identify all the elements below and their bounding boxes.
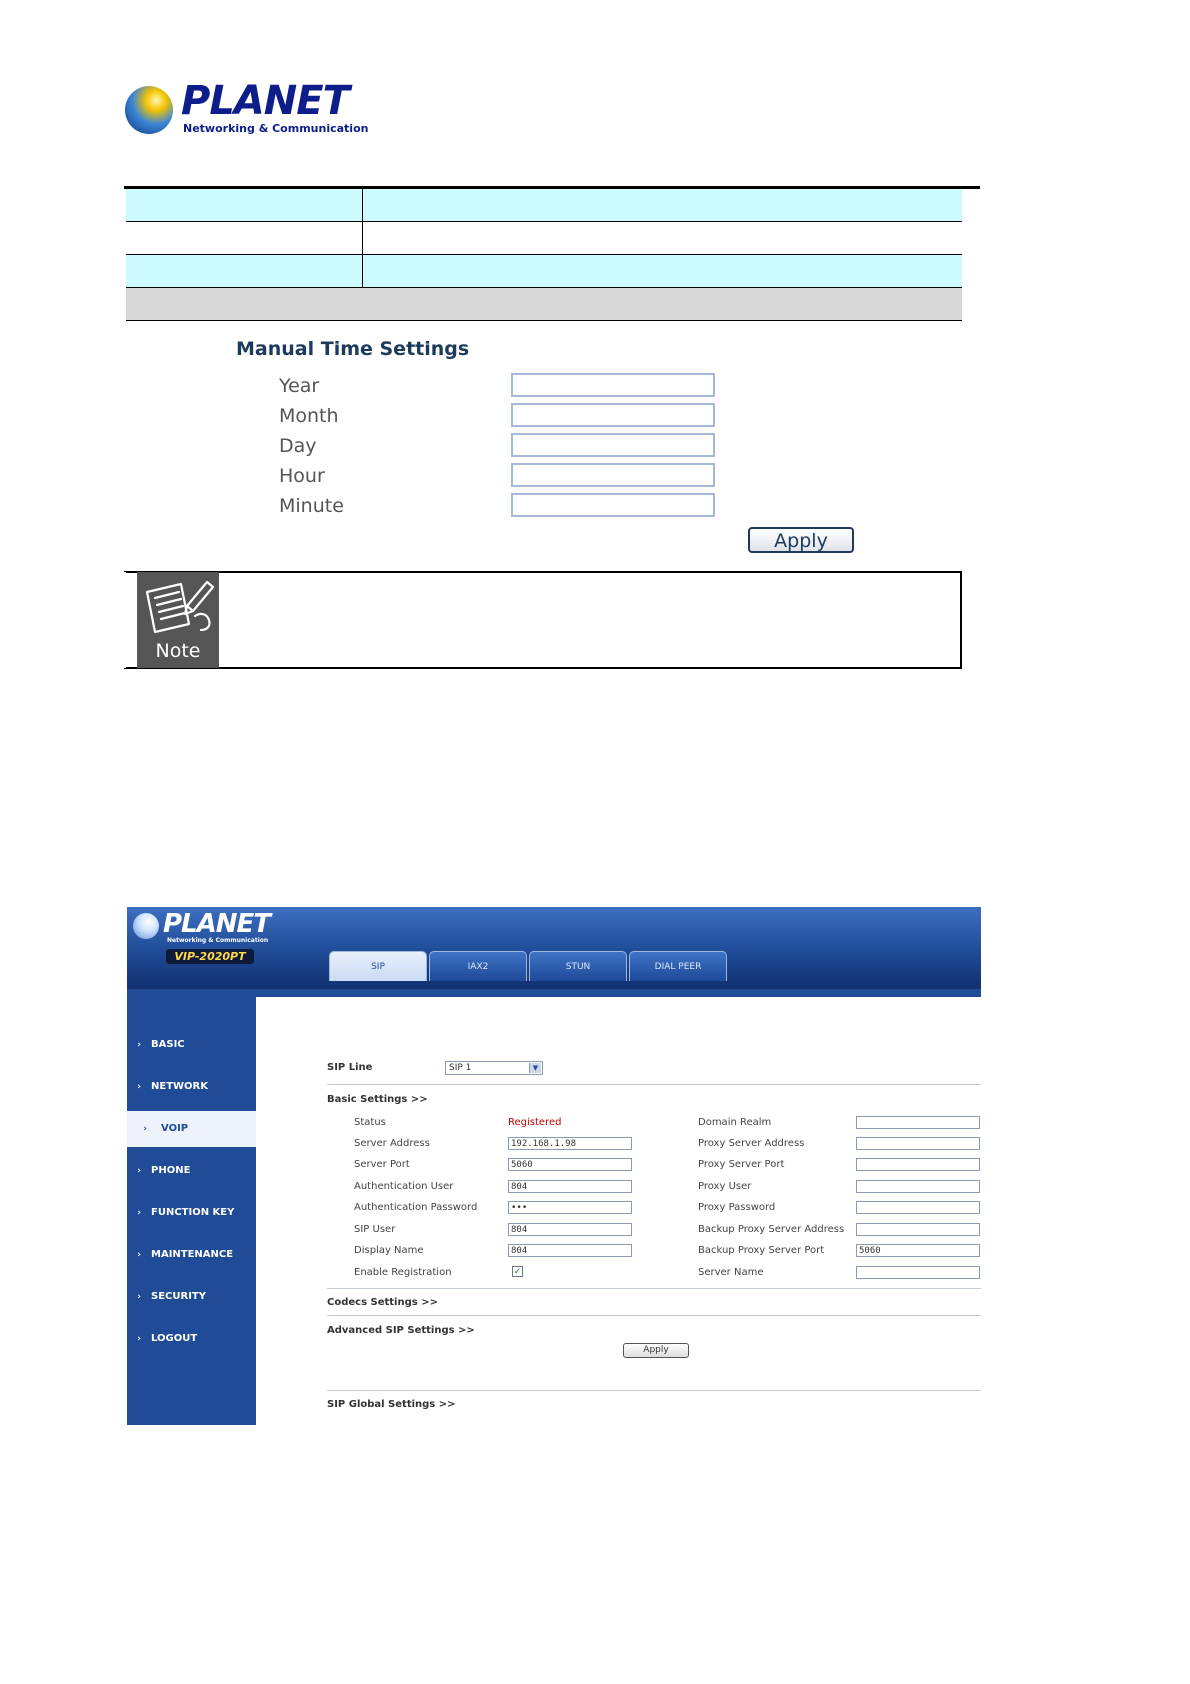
display-name-label: Display Name: [354, 1245, 424, 1256]
chevron-right-icon: ›: [137, 1208, 141, 1218]
sidebar-item-phone[interactable]: › PHONE: [127, 1153, 256, 1189]
backup-proxy-port-label: Backup Proxy Server Port: [698, 1245, 825, 1256]
sip-global-settings-link[interactable]: SIP Global Settings >>: [327, 1399, 456, 1410]
chevron-right-icon: ›: [137, 1334, 141, 1344]
auth-password-input[interactable]: •••: [508, 1201, 632, 1214]
sip-line-label: SIP Line: [327, 1062, 373, 1073]
note-label: Note: [155, 640, 201, 662]
server-port-label: Server Port: [354, 1159, 410, 1170]
sidebar-item-voip[interactable]: › VOIP: [127, 1111, 256, 1147]
sidebar-item-basic[interactable]: › BASIC: [127, 1027, 256, 1063]
apply-button[interactable]: Apply: [623, 1343, 689, 1358]
server-name-label: Server Name: [698, 1267, 764, 1278]
table-row: [126, 288, 962, 321]
backup-proxy-address-label: Backup Proxy Server Address: [698, 1224, 845, 1235]
model-badge: VIP-2020PT: [166, 949, 254, 964]
minute-label: Minute: [279, 495, 344, 517]
content-panel: [256, 997, 981, 1425]
enable-registration-label: Enable Registration: [354, 1267, 452, 1278]
chevron-right-icon: ›: [137, 1292, 141, 1302]
tab-sip[interactable]: SIP: [329, 951, 427, 981]
chevron-right-icon: ›: [137, 1040, 141, 1050]
server-name-input[interactable]: [856, 1266, 980, 1279]
server-port-input[interactable]: 5060: [508, 1158, 632, 1171]
day-input[interactable]: [511, 433, 715, 457]
settings-table: [126, 189, 962, 321]
month-label: Month: [279, 405, 339, 427]
sidebar-item-maintenance[interactable]: › MAINTENANCE: [127, 1237, 256, 1273]
enable-registration-checkbox[interactable]: ✓: [513, 1267, 522, 1277]
planet-logo: [125, 78, 369, 142]
table-row: [126, 222, 962, 255]
domain-realm-input[interactable]: [856, 1116, 980, 1129]
globe-icon: [125, 86, 173, 134]
ui-logo-tagline: Networking & Communication: [167, 937, 269, 944]
sidebar-item-network[interactable]: › NETWORK: [127, 1069, 256, 1105]
backup-proxy-port-input[interactable]: 5060: [856, 1244, 980, 1257]
sip-line-select[interactable]: [445, 1061, 543, 1075]
auth-user-label: Authentication User: [354, 1181, 454, 1192]
note-icon: [137, 572, 219, 668]
chevron-right-icon: ›: [137, 1166, 141, 1176]
sidebar-item-function-key[interactable]: › FUNCTION KEY: [127, 1195, 256, 1231]
hour-label: Hour: [279, 465, 325, 487]
proxy-server-port-label: Proxy Server Port: [698, 1159, 785, 1170]
year-input[interactable]: [511, 373, 715, 397]
display-name-input[interactable]: 804: [508, 1244, 632, 1257]
sip-user-label: SIP User: [354, 1224, 396, 1235]
chevron-down-icon: ▼: [529, 1063, 541, 1073]
server-address-label: Server Address: [354, 1138, 430, 1149]
proxy-password-input[interactable]: [856, 1201, 980, 1214]
auth-password-label: Authentication Password: [354, 1202, 478, 1213]
chevron-right-icon: ›: [143, 1124, 147, 1134]
tab-dial-peer[interactable]: DIAL PEER: [629, 951, 727, 981]
month-input[interactable]: [511, 403, 715, 427]
sidebar: [127, 989, 256, 1425]
status-label: Status: [354, 1117, 386, 1128]
proxy-password-label: Proxy Password: [698, 1202, 776, 1213]
proxy-server-address-input[interactable]: [856, 1137, 980, 1150]
tab-stun[interactable]: STUN: [529, 951, 627, 981]
proxy-server-address-label: Proxy Server Address: [698, 1138, 805, 1149]
apply-button[interactable]: Apply: [748, 527, 854, 553]
note-pencil-icon: [137, 572, 219, 640]
brand-tagline: Networking & Communication: [183, 122, 369, 135]
year-label: Year: [279, 375, 320, 397]
server-address-input[interactable]: 192.168.1.98: [508, 1137, 632, 1150]
minute-input[interactable]: [511, 493, 715, 517]
manual-time-title: Manual Time Settings: [236, 338, 470, 360]
auth-user-input[interactable]: 804: [508, 1180, 632, 1193]
proxy-server-port-input[interactable]: [856, 1158, 980, 1171]
hour-input[interactable]: [511, 463, 715, 487]
table-row: [126, 189, 962, 222]
table-row: [126, 255, 962, 288]
chevron-right-icon: ›: [137, 1250, 141, 1260]
domain-realm-label: Domain Realm: [698, 1117, 772, 1128]
codecs-settings-link[interactable]: Codecs Settings >>: [327, 1297, 438, 1308]
sidebar-item-security[interactable]: › SECURITY: [127, 1279, 256, 1315]
basic-settings-link[interactable]: Basic Settings >>: [327, 1094, 428, 1105]
globe-icon: [133, 913, 159, 939]
ui-logo: PLANET: [163, 909, 271, 939]
chevron-right-icon: ›: [137, 1082, 141, 1092]
sip-line-selected: SIP 1: [449, 1063, 472, 1073]
status-value: Registered: [508, 1117, 562, 1128]
brand-name: PLANET: [181, 78, 349, 124]
sidebar-item-logout[interactable]: › LOGOUT: [127, 1321, 256, 1357]
sip-user-input[interactable]: 804: [508, 1223, 632, 1236]
tab-iax2[interactable]: IAX2: [429, 951, 527, 981]
proxy-user-label: Proxy User: [698, 1181, 752, 1192]
note-box: [126, 571, 962, 669]
advanced-sip-settings-link[interactable]: Advanced SIP Settings >>: [327, 1325, 475, 1336]
backup-proxy-address-input[interactable]: [856, 1223, 980, 1236]
day-label: Day: [279, 435, 317, 457]
device-web-ui: [127, 907, 981, 1425]
proxy-user-input[interactable]: [856, 1180, 980, 1193]
